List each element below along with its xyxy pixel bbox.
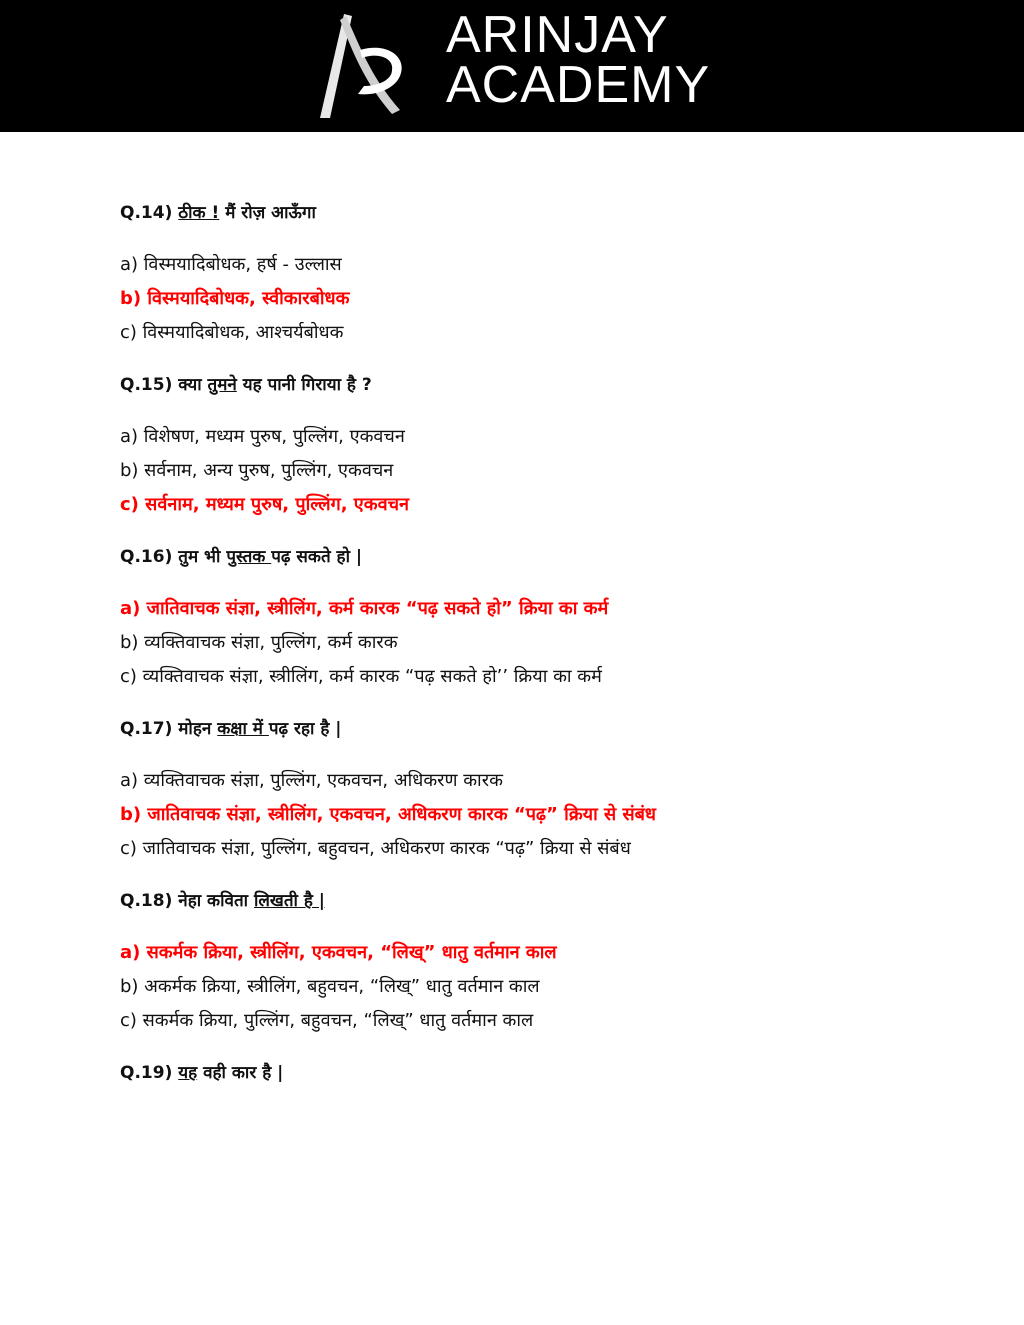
option: b) अकर्मक क्रिया, स्त्रीलिंग, बहुवचन, “लिख्” धातु वर्तमान काल: [120, 976, 540, 997]
question-number: Q.17): [120, 719, 173, 739]
option: b) व्यक्तिवाचक संज्ञा, पुल्लिंग, कर्म कारक: [120, 632, 398, 653]
question-text: [120, 1060, 980, 1086]
question-text: [120, 888, 980, 914]
question-post: पढ़ रहा है |: [268, 719, 342, 739]
question-underlined-word: तुमने: [207, 375, 237, 395]
option-correct: a) जातिवाचक संज्ञा, स्त्रीलिंग, कर्म कारक “पढ़ सकते हो” क्रिया का कर्म: [120, 598, 609, 619]
question-block: [120, 888, 980, 1060]
question-number: Q.15): [120, 375, 173, 395]
option: c) विस्मयादिबोधक, आश्चर्यबोधक: [120, 322, 344, 343]
option-correct: b) जातिवाचक संज्ञा, स्त्रीलिंग, एकवचन, अधिकरण कारक “पढ़” क्रिया से संबंध: [120, 804, 656, 825]
question-text: [120, 200, 980, 226]
question-list: [120, 200, 980, 1108]
option: a) व्यक्तिवाचक संज्ञा, पुल्लिंग, एकवचन, अधिकरण कारक: [120, 770, 503, 791]
question-text: [120, 372, 980, 398]
question-pre: क्या: [178, 375, 208, 395]
brand-line-2: ACADEMY: [446, 56, 711, 114]
question-post: मैं रोज़ आऊँगा: [219, 203, 316, 223]
question-text: [120, 544, 980, 570]
question-number: Q.18): [120, 891, 173, 911]
question-pre: तुम भी: [178, 547, 227, 567]
question-pre: नेहा कविता: [178, 891, 254, 911]
question-block: [120, 200, 980, 372]
question-post: यह पानी गिराया है ?: [236, 375, 372, 395]
arinjay-logo-icon: [300, 6, 420, 126]
question-post: पढ़ सकते हो |: [271, 547, 363, 567]
option-correct: b) विस्मयादिबोधक, स्वीकारबोधक: [120, 288, 350, 309]
question-block: [120, 716, 980, 888]
question-underlined-word: पुस्तक: [226, 547, 272, 567]
question-number: Q.14): [120, 203, 173, 223]
question-pre: मोहन: [178, 719, 218, 739]
question-underlined-word: लिखती है |: [253, 891, 325, 911]
question-block: [120, 1060, 980, 1086]
header-banner: [0, 0, 1024, 132]
option: a) विस्मयादिबोधक, हर्ष - उल्लास: [120, 254, 342, 275]
question-underlined-word: कक्षा में: [217, 719, 269, 739]
brand-line-1: ARINJAY: [446, 6, 669, 64]
option-correct: a) सकर्मक क्रिया, स्त्रीलिंग, एकवचन, “लिख्” धातु वर्तमान काल: [120, 942, 557, 963]
option: a) विशेषण, मध्यम पुरुष, पुल्लिंग, एकवचन: [120, 426, 405, 447]
question-block: [120, 544, 980, 716]
option: c) व्यक्तिवाचक संज्ञा, स्त्रीलिंग, कर्म कारक “पढ़ सकते हो’’ क्रिया का कर्म: [120, 666, 602, 687]
question-underlined-word: ठीक !: [178, 203, 220, 223]
option: b) सर्वनाम, अन्य पुरुष, पुल्लिंग, एकवचन: [120, 460, 394, 481]
option: c) सकर्मक क्रिया, पुल्लिंग, बहुवचन, “लिख्” धातु वर्तमान काल: [120, 1010, 534, 1031]
question-underlined-word: यह: [178, 1063, 198, 1083]
question-block: [120, 372, 980, 544]
question-post: वही कार है |: [197, 1063, 284, 1083]
brand-name: [446, 6, 711, 114]
option-correct: c) सर्वनाम, मध्यम पुरुष, पुल्लिंग, एकवचन: [120, 494, 410, 515]
option: c) जातिवाचक संज्ञा, पुल्लिंग, बहुवचन, अधिकरण कारक “पढ़” क्रिया से संबंध: [120, 838, 631, 859]
question-text: [120, 716, 980, 742]
question-number: Q.16): [120, 547, 173, 567]
question-number: Q.19): [120, 1063, 173, 1083]
